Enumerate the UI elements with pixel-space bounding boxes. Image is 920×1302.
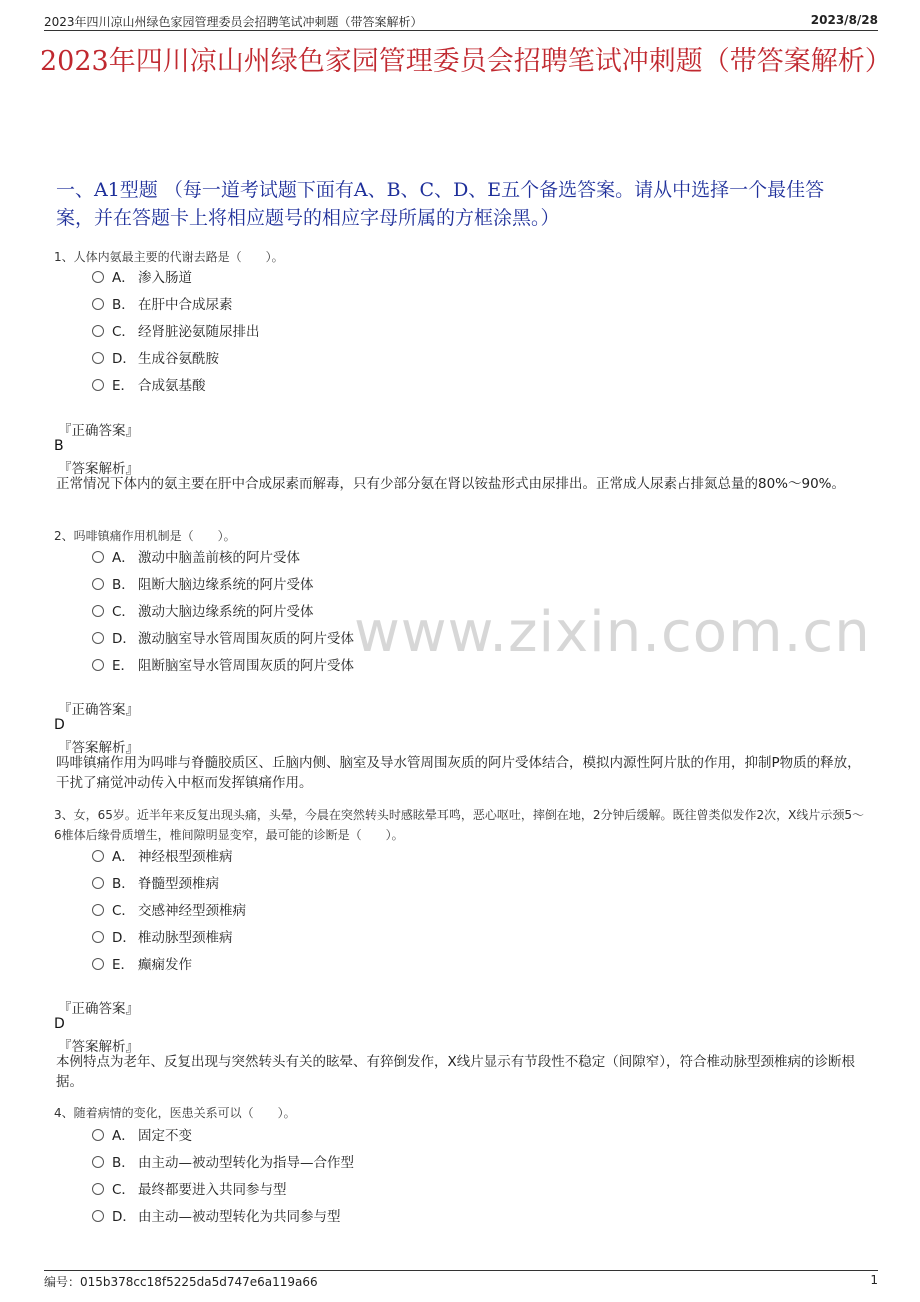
option-b[interactable]: B． 阻断大脑边缘系统的阿片受体: [92, 575, 314, 595]
option-a[interactable]: A． 神经根型颈椎病: [92, 847, 233, 867]
analysis-label: 『答案解析』: [58, 740, 139, 756]
option-b[interactable]: B． 由主动—被动型转化为指导—合作型: [92, 1153, 354, 1173]
analysis-text: 正常情况下体内的氨主要在肝中合成尿素而解毒，只有少部分氨在肾以铵盐形式由尿排出。正常成人尿素占排氮总量的80%～90%。: [56, 476, 846, 492]
radio-icon[interactable]: [92, 877, 104, 889]
radio-icon[interactable]: [92, 632, 104, 644]
header-date: 2023/8/28: [810, 13, 878, 27]
radio-icon[interactable]: [92, 1129, 104, 1141]
option-c[interactable]: C． 激动大脑边缘系统的阿片受体: [92, 602, 314, 622]
page-header: [44, 10, 878, 31]
correct-answer-label: 『正确答案』: [58, 702, 139, 718]
option-c[interactable]: C． 交感神经型颈椎病: [92, 901, 246, 921]
radio-icon[interactable]: [92, 298, 104, 310]
radio-icon[interactable]: [92, 352, 104, 364]
option-e[interactable]: E． 阻断脑室导水管周围灰质的阿片受体: [92, 656, 354, 676]
option-b[interactable]: B． 在肝中合成尿素: [92, 295, 233, 315]
option-c[interactable]: C． 经肾脏泌氨随尿排出: [92, 322, 260, 342]
correct-answer: B: [54, 438, 64, 454]
question-stem: 1、人体内氨最主要的代谢去路是（ ）。: [54, 250, 284, 264]
question-stem: 2、吗啡镇痛作用机制是（ ）。: [54, 529, 236, 543]
radio-icon[interactable]: [92, 659, 104, 671]
option-d[interactable]: D． 由主动—被动型转化为共同参与型: [92, 1207, 341, 1227]
radio-icon[interactable]: [92, 271, 104, 283]
radio-icon[interactable]: [92, 1156, 104, 1168]
document-code: 编号：015b378cc18f5225da5d747e6a119a66: [44, 1275, 318, 1289]
question-stem: 4、随着病情的变化，医患关系可以（ ）。: [54, 1106, 296, 1120]
page-footer: [44, 1270, 878, 1291]
option-d[interactable]: D． 椎动脉型颈椎病: [92, 928, 233, 948]
option-a[interactable]: A． 固定不变: [92, 1126, 192, 1146]
section-heading: 一、A1型题 （每一道考试题下面有A、B、C、D、E五个备选答案。请从中选择一个最佳答案，并在答题卡上将相应题号的相应字母所属的方框涂黑。）: [56, 179, 825, 229]
option-d[interactable]: D． 激动脑室导水管周围灰质的阿片受体: [92, 629, 354, 649]
option-d[interactable]: D． 生成谷氨酰胺: [92, 349, 219, 369]
radio-icon[interactable]: [92, 551, 104, 563]
radio-icon[interactable]: [92, 1183, 104, 1195]
question-stem: 3、女，65岁。近半年来反复出现头痛，头晕，今晨在突然转头时感眩晕耳鸣，恶心呕吐，摔倒在地，2分钟后缓解。既往曾类似发作2次，X线片示颈5～6椎体后缘骨质增生，椎间隙明显变窄，最可能的诊断是（ ）。: [54, 808, 865, 842]
watermark: www.zixin.com.cn: [354, 600, 871, 665]
correct-answer-label: 『正确答案』: [58, 423, 139, 439]
option-a[interactable]: A． 渗入肠道: [92, 268, 192, 288]
option-b[interactable]: B． 脊髓型颈椎病: [92, 874, 219, 894]
option-c[interactable]: C． 最终都要进入共同参与型: [92, 1180, 287, 1200]
correct-answer: D: [54, 1016, 65, 1032]
analysis-label: 『答案解析』: [58, 461, 139, 477]
correct-answer: D: [54, 717, 65, 733]
header-doc-title: 2023年四川凉山州绿色家园管理委员会招聘笔试冲刺题（带答案解析）: [44, 15, 423, 29]
radio-icon[interactable]: [92, 605, 104, 617]
radio-icon[interactable]: [92, 1210, 104, 1222]
radio-icon[interactable]: [92, 379, 104, 391]
radio-icon[interactable]: [92, 578, 104, 590]
analysis-label: 『答案解析』: [58, 1039, 139, 1055]
option-e[interactable]: E． 合成氨基酸: [92, 376, 206, 396]
radio-icon[interactable]: [92, 325, 104, 337]
radio-icon[interactable]: [92, 958, 104, 970]
correct-answer-label: 『正确答案』: [58, 1001, 139, 1017]
document-title: 2023年四川凉山州绿色家园管理委员会招聘笔试冲刺题（带答案解析）: [40, 46, 892, 77]
radio-icon[interactable]: [92, 931, 104, 943]
option-e[interactable]: E． 癫痫发作: [92, 955, 192, 975]
analysis-text: 本例特点为老年、反复出现与突然转头有关的眩晕、有猝倒发作，X线片显示有节段性不稳定（间隙窄），符合椎动脉型颈椎病的诊断根据。: [56, 1054, 855, 1090]
radio-icon[interactable]: [92, 904, 104, 916]
radio-icon[interactable]: [92, 850, 104, 862]
page-number: 1: [870, 1273, 878, 1287]
option-a[interactable]: A． 激动中脑盖前核的阿片受体: [92, 548, 300, 568]
analysis-text: 吗啡镇痛作用为吗啡与脊髓胶质区、丘脑内侧、脑室及导水管周围灰质的阿片受体结合，模拟内源性阿片肽的作用，抑制P物质的释放，干扰了痛觉冲动传入中枢而发挥镇痛作用。: [56, 755, 861, 791]
